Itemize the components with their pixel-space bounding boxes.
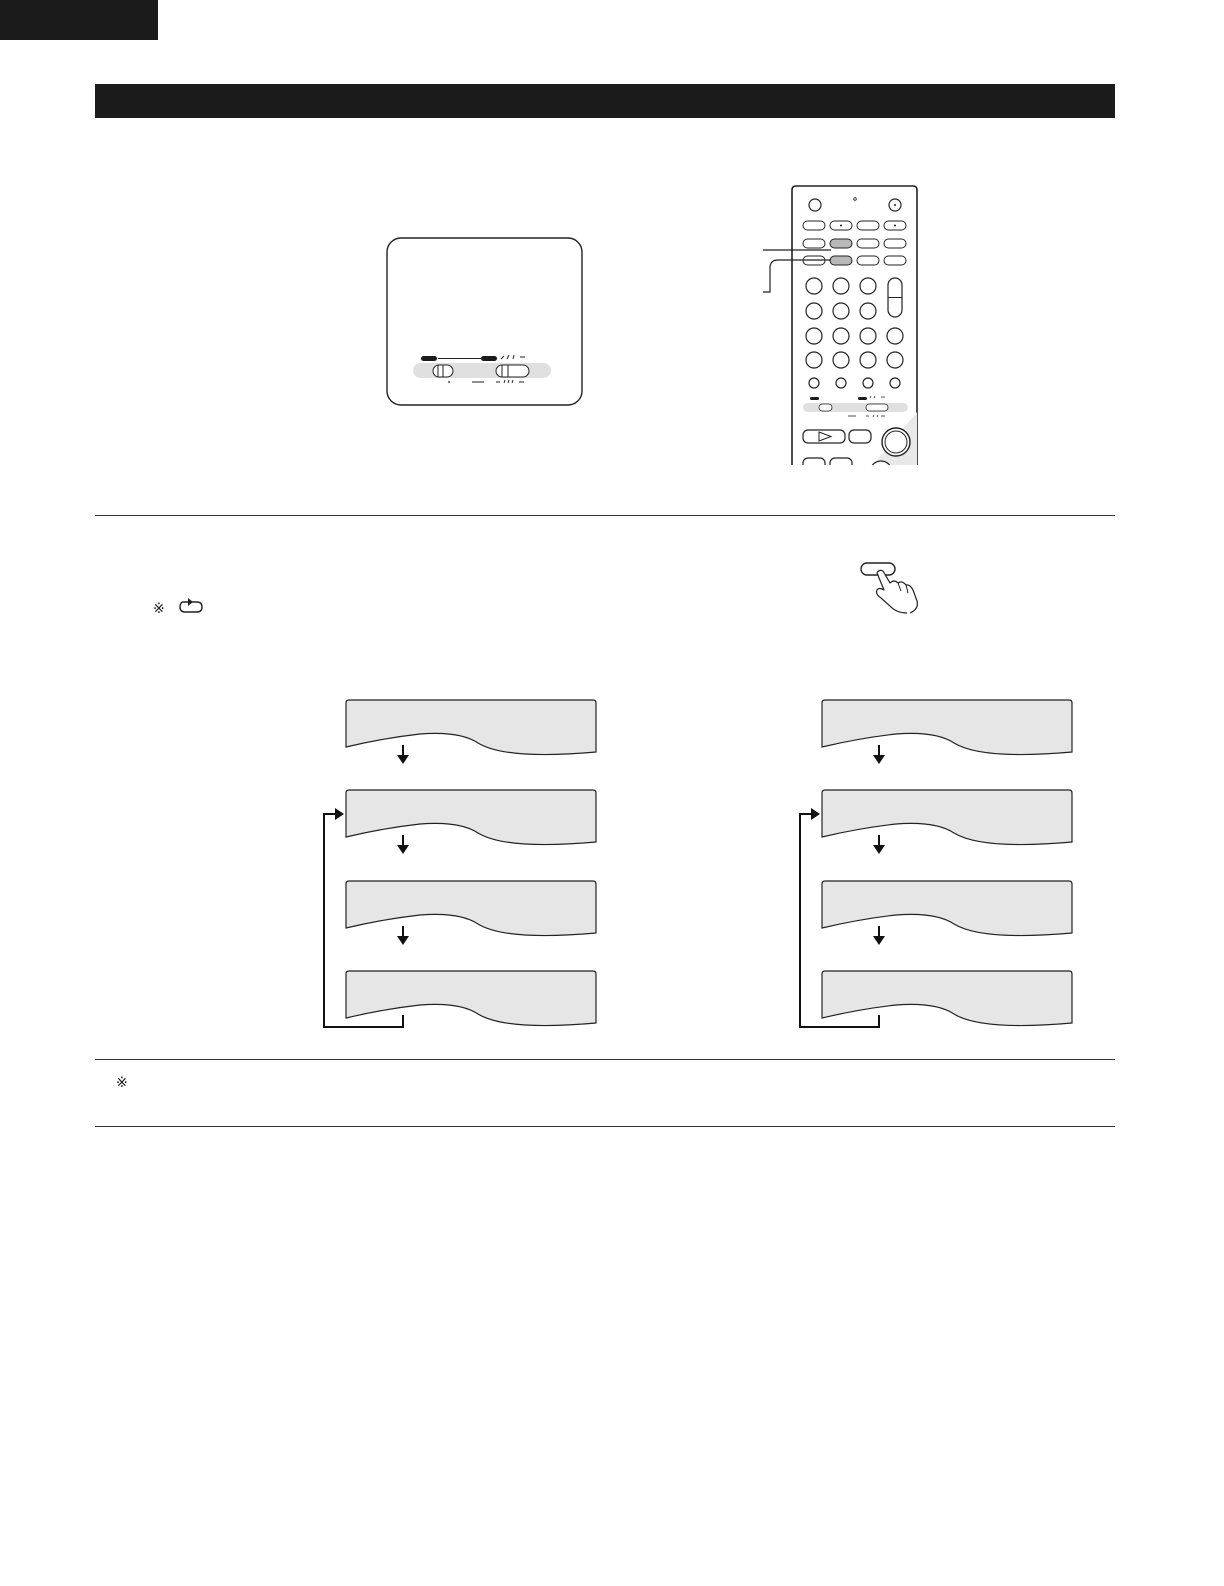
flow-step-3 bbox=[346, 881, 596, 936]
flow-step-1 bbox=[822, 700, 1072, 755]
section-divider-2 bbox=[95, 1059, 1115, 1060]
repeat-arrow-icon bbox=[176, 597, 206, 617]
section-title-bar bbox=[95, 84, 1115, 118]
flow-down-arrow bbox=[397, 745, 409, 764]
flow-step-3 bbox=[822, 881, 1072, 936]
flow-step-2 bbox=[346, 790, 596, 845]
flow-step-1 bbox=[346, 700, 596, 755]
flow-down-arrow bbox=[873, 745, 885, 764]
pointing-hand-icon bbox=[855, 557, 930, 619]
section-divider-1 bbox=[95, 515, 1115, 516]
section-divider-3 bbox=[95, 1126, 1115, 1127]
note-mark: ※ bbox=[153, 601, 165, 617]
flow-down-arrow bbox=[397, 835, 409, 854]
remote-control-illustration bbox=[755, 182, 935, 467]
flow-step-4 bbox=[822, 971, 1072, 1026]
flow-down-arrow bbox=[397, 926, 409, 945]
flow-step-2 bbox=[822, 790, 1072, 845]
flowchart-right bbox=[776, 690, 1086, 1035]
flow-down-arrow bbox=[873, 926, 885, 945]
tv-screen-illustration bbox=[380, 232, 590, 412]
footnote-mark: ※ bbox=[116, 1075, 128, 1091]
page-corner-tab bbox=[0, 0, 158, 40]
flow-step-4 bbox=[346, 971, 596, 1026]
flowchart-left bbox=[300, 690, 610, 1035]
flow-down-arrow bbox=[873, 835, 885, 854]
